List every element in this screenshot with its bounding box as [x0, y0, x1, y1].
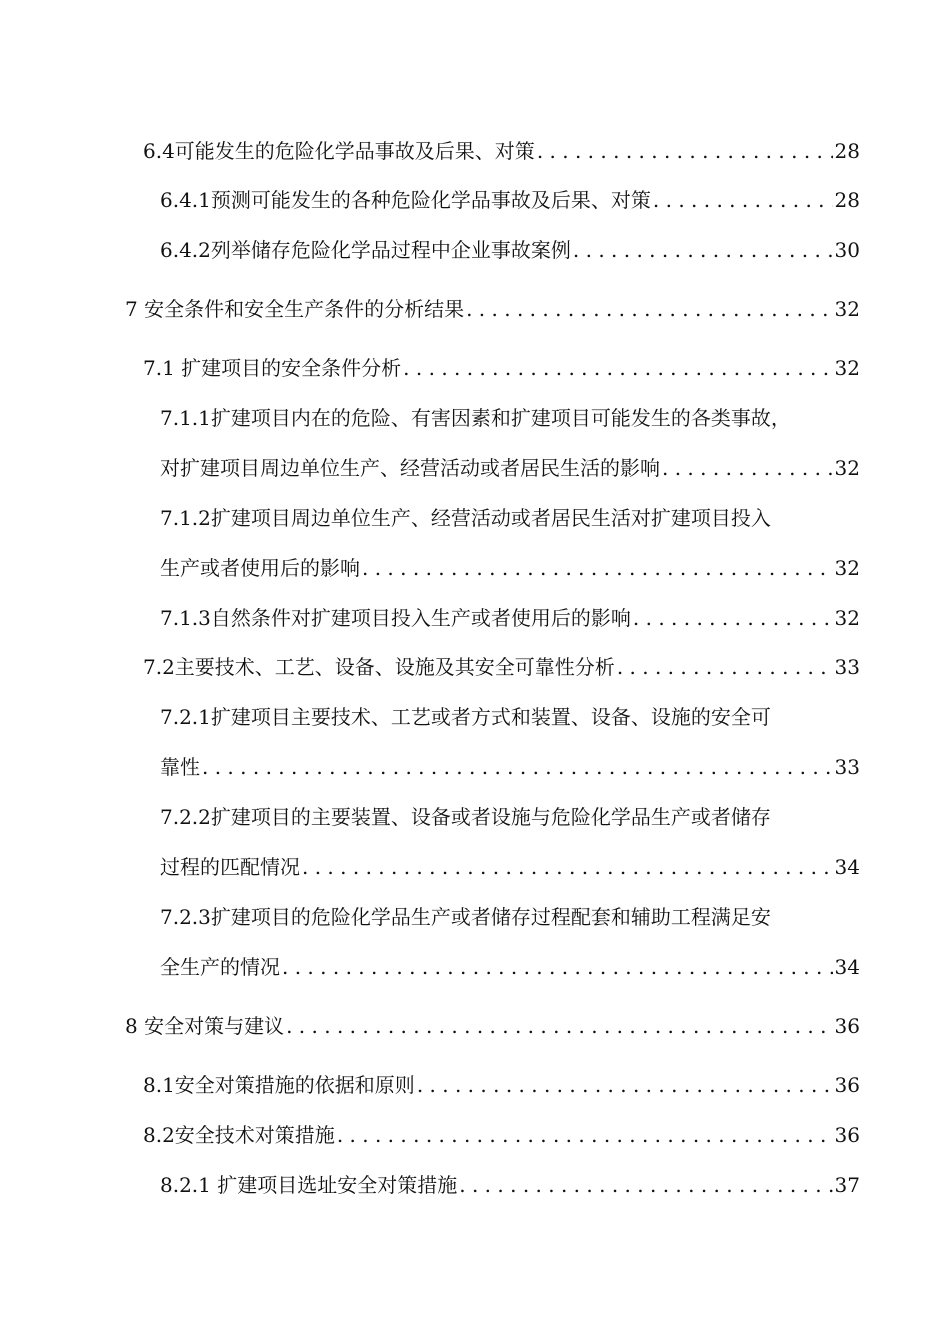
toc-page-number: 30	[834, 238, 860, 262]
toc-entry-title: 7.2.3扩建项目的危险化学品生产或者储存过程配套和辅助工程满足安	[160, 905, 771, 929]
dot-leader	[417, 1071, 833, 1099]
toc-entry-title: 8 安全对策与建议	[125, 1014, 285, 1038]
toc-entry-7-2-2-line1[interactable]	[160, 803, 860, 831]
toc-page-number: 36	[834, 1123, 860, 1147]
dot-leader	[617, 653, 833, 681]
toc-page-number: 36	[834, 1073, 860, 1097]
toc-entry-title: 7.2.2扩建项目的主要装置、设备或者设施与危险化学品生产或者储存	[160, 805, 771, 829]
dot-leader	[403, 354, 832, 382]
toc-entry-6-4-1[interactable]	[160, 186, 860, 214]
toc-entry-title: 7.1.1扩建项目内在的危险、有害因素和扩建项目可能发生的各类事故，	[160, 406, 791, 430]
toc-entry-7-1-1-line1[interactable]	[160, 404, 860, 432]
toc-entry-title: 7.1.3自然条件对扩建项目投入生产或者使用后的影响	[160, 606, 631, 630]
dot-leader	[337, 1121, 833, 1149]
dot-leader	[302, 853, 833, 881]
toc-entry-7-1-1-line2[interactable]	[160, 454, 860, 482]
toc-entry-title: 7.1.2扩建项目周边单位生产、经营活动或者居民生活对扩建项目投入	[160, 506, 771, 530]
toc-entry-title: 7.2主要技术、工艺、设备、设施及其安全可靠性分析	[143, 655, 615, 679]
toc-entry-8[interactable]	[125, 1012, 860, 1040]
toc-entry-title: 7.2.1扩建项目主要技术、工艺或者方式和装置、设备、设施的安全可	[160, 705, 771, 729]
dot-leader	[459, 1171, 832, 1199]
toc-entry-title-continued: 靠性	[160, 755, 200, 779]
toc-entry-6-4-2[interactable]	[160, 236, 860, 264]
toc-page-number: 37	[834, 1173, 860, 1197]
dot-leader	[537, 137, 833, 165]
toc-page-number: 34	[834, 955, 860, 979]
toc-entry-7[interactable]	[125, 295, 860, 323]
toc-entry-7-2-1-line1[interactable]	[160, 703, 860, 731]
dot-leader	[286, 1012, 832, 1040]
toc-entry-7-1[interactable]	[143, 354, 860, 382]
toc-entry-8-2[interactable]	[143, 1121, 860, 1149]
dot-leader	[573, 236, 833, 264]
toc-entry-title-continued: 过程的匹配情况	[160, 855, 300, 879]
toc-entry-8-1[interactable]	[143, 1071, 860, 1099]
dot-leader	[362, 554, 833, 582]
toc-page-number: 33	[834, 755, 860, 779]
toc-entry-title: 8.2安全技术对策措施	[143, 1123, 335, 1147]
toc-entry-title: 6.4可能发生的危险化学品事故及后果、对策	[143, 139, 535, 163]
toc-entry-title: 8.1安全对策措施的依据和原则	[143, 1073, 415, 1097]
toc-entry-title: 7.1 扩建项目的安全条件分析	[143, 356, 402, 380]
dot-leader	[282, 953, 833, 981]
toc-page-number: 32	[834, 356, 860, 380]
toc-entry-7-2-3-line1[interactable]	[160, 903, 860, 931]
dot-leader	[633, 604, 833, 632]
toc-entry-8-2-1[interactable]	[160, 1171, 860, 1199]
dot-leader	[653, 186, 833, 214]
toc-entry-7-2-1-line2[interactable]	[160, 753, 860, 781]
toc-entry-7-1-3[interactable]	[160, 604, 860, 632]
toc-entry-title-continued: 全生产的情况	[160, 955, 280, 979]
toc-entry-7-1-2-line1[interactable]	[160, 504, 860, 532]
toc-page-number: 32	[834, 556, 860, 580]
toc-page-number: 33	[834, 655, 860, 679]
toc-entry-7-1-2-line2[interactable]	[160, 554, 860, 582]
dot-leader	[466, 295, 832, 323]
toc-page-number: 32	[834, 606, 860, 630]
toc-entry-title-continued: 对扩建项目周边单位生产、经营活动或者居民生活的影响	[160, 456, 660, 480]
toc-page-number: 28	[834, 188, 860, 212]
toc-page-number: 32	[834, 456, 860, 480]
toc-page-number: 32	[834, 297, 860, 321]
toc-entry-7-2[interactable]	[143, 653, 860, 681]
toc-entry-6-4[interactable]	[143, 137, 860, 165]
toc-page-number: 34	[834, 855, 860, 879]
dot-leader	[662, 454, 833, 482]
toc-page-number: 28	[834, 139, 860, 163]
toc-entry-title: 6.4.2列举储存危险化学品过程中企业事故案例	[160, 238, 571, 262]
toc-entry-title: 6.4.1预测可能发生的各种危险化学品事故及后果、对策	[160, 188, 651, 212]
toc-entry-title-continued: 生产或者使用后的影响	[160, 556, 360, 580]
toc-entry-7-2-2-line2[interactable]	[160, 853, 860, 881]
toc-entry-title: 7 安全条件和安全生产条件的分析结果	[125, 297, 465, 321]
toc-page-number: 36	[834, 1014, 860, 1038]
toc-entry-7-2-3-line2[interactable]	[160, 953, 860, 981]
toc-entry-title: 8.2.1 扩建项目选址安全对策措施	[160, 1173, 458, 1197]
dot-leader	[202, 753, 833, 781]
